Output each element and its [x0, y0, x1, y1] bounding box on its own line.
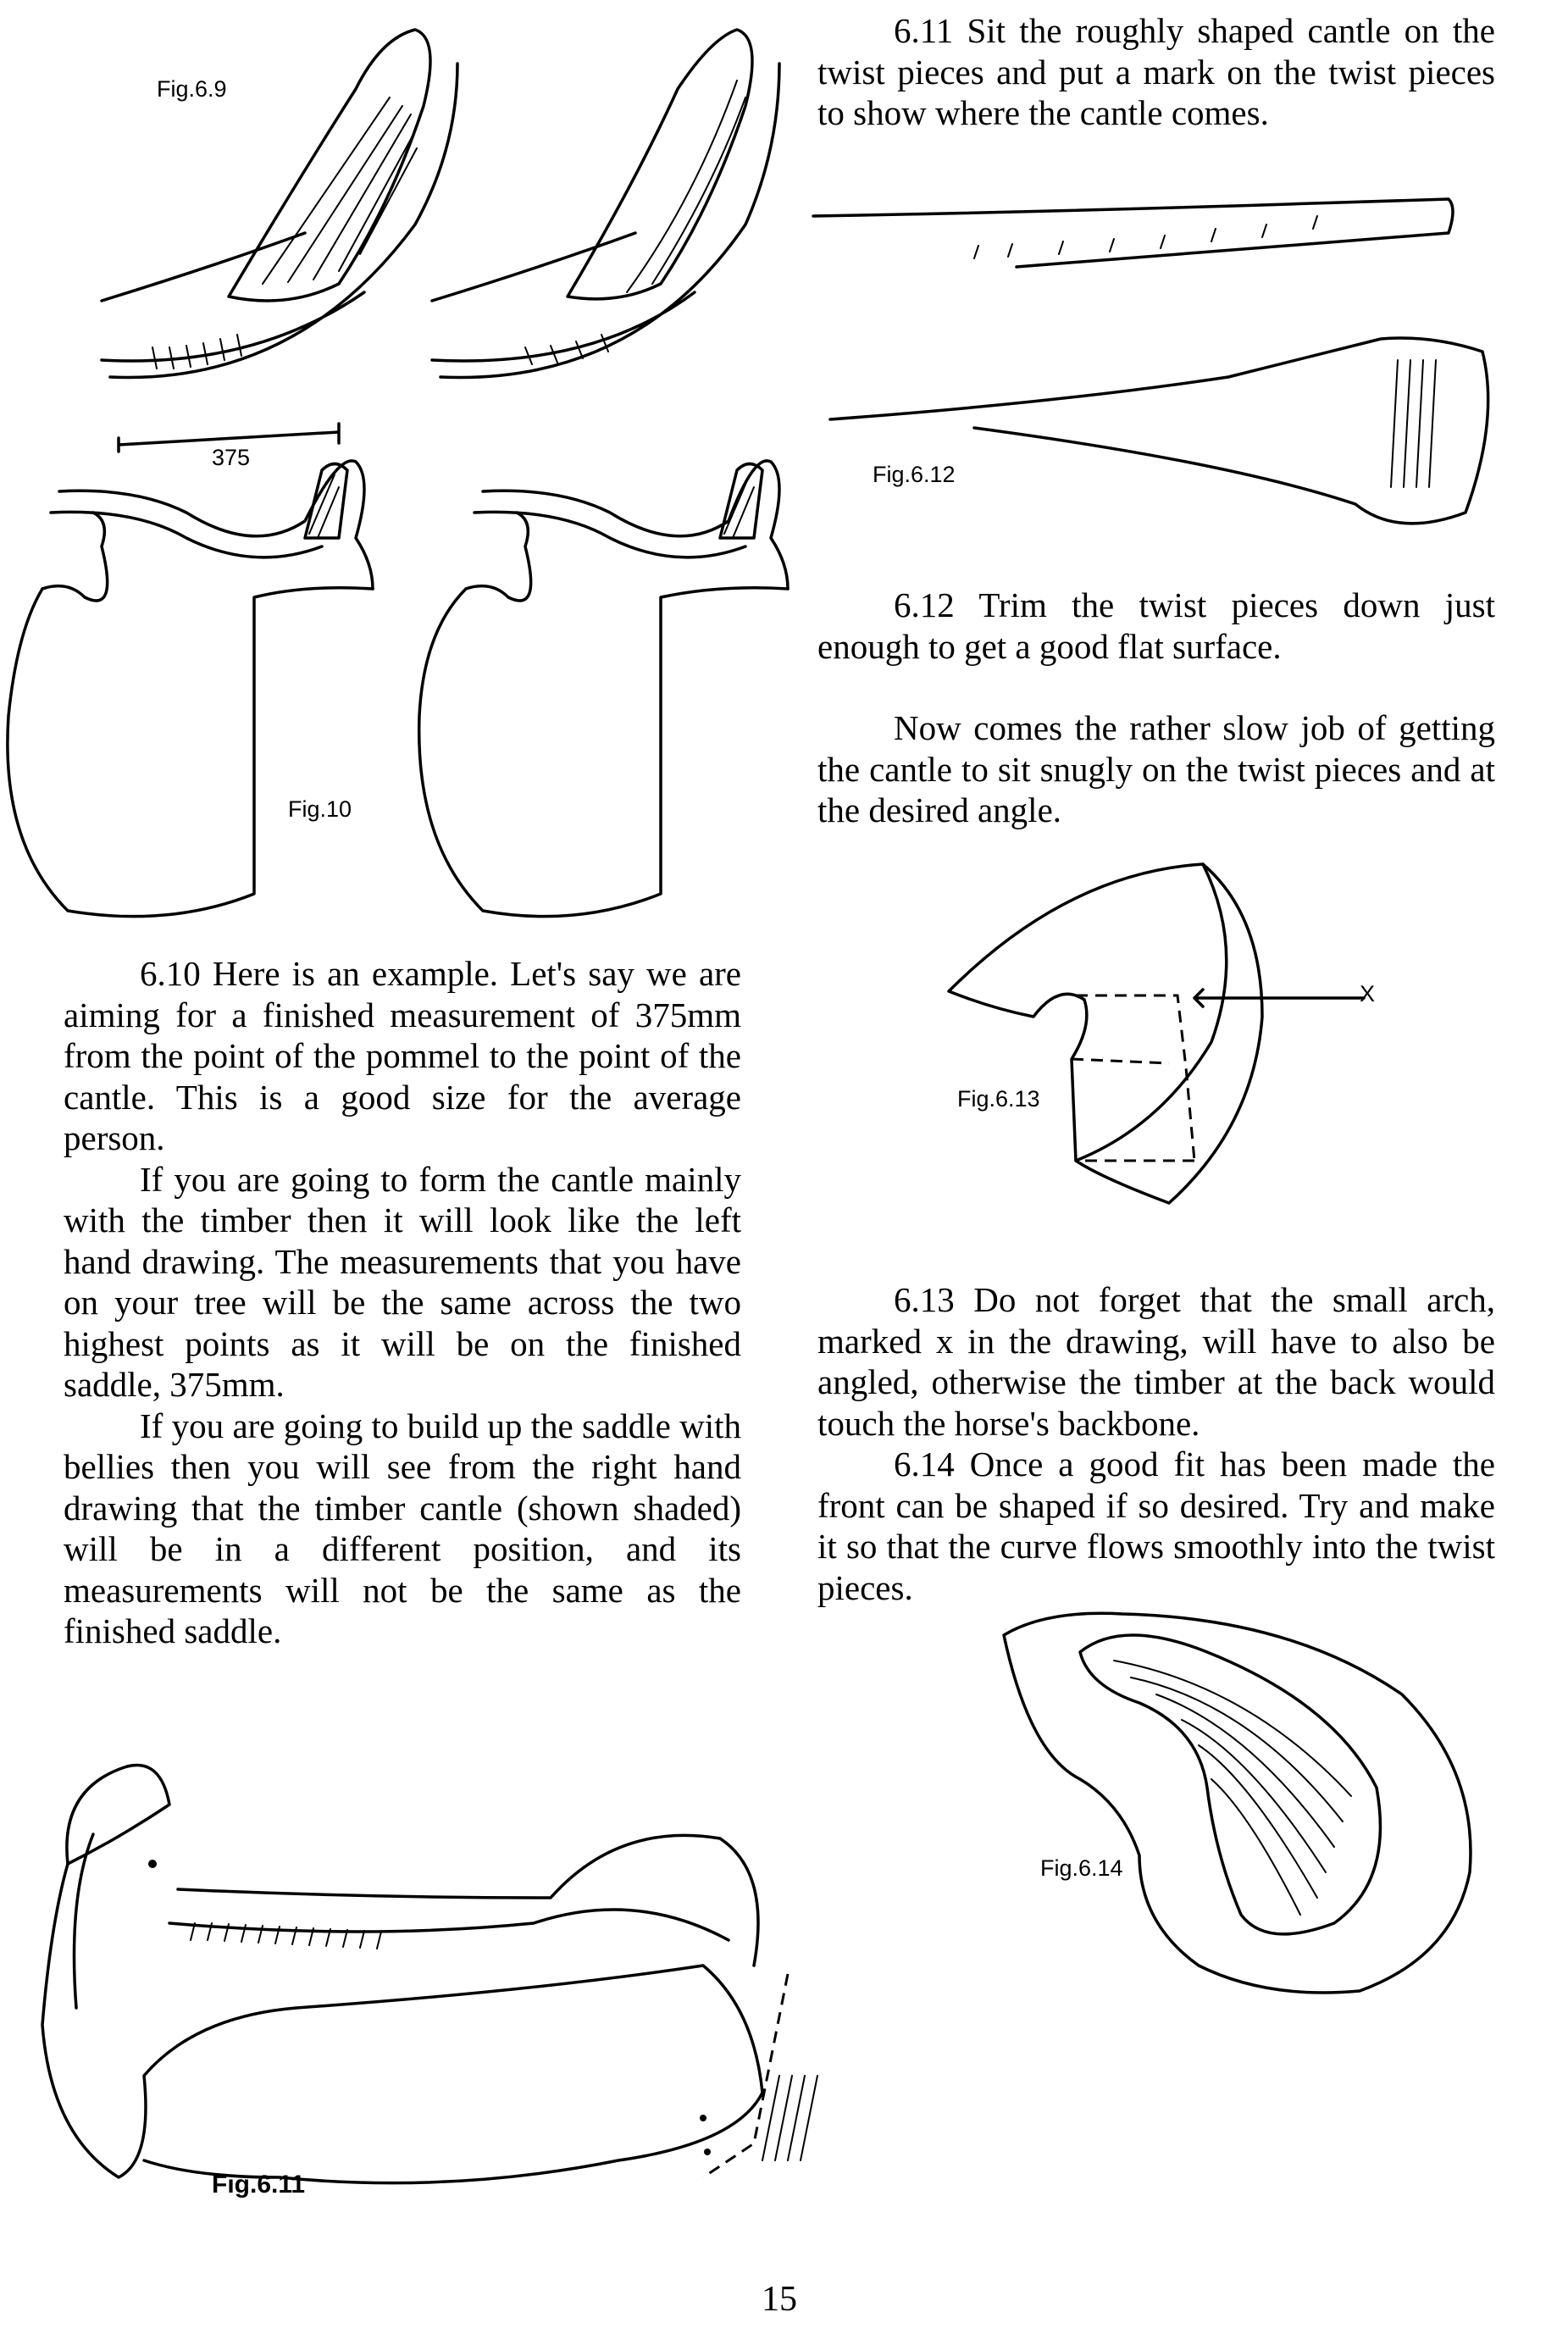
text-6-11: 6.11 Sit the roughly shaped cantle on the twist pieces and put a mark on the twist pieces to show where the cantle comes.: [817, 11, 1495, 132]
fig-6-13-illustration: [940, 847, 1415, 1228]
paragraph-6-11: [817, 10, 1495, 134]
text-now-comes: Now comes the rather slow job of getting the cantle to sit snugly on the twist pieces and at the desired angle.: [817, 708, 1495, 829]
fig-6-9-label: Fig.6.9: [157, 76, 227, 102]
fig-6-14-illustration: [995, 1601, 1504, 1999]
fig-6-11-label: Fig.6.11: [212, 2171, 306, 2199]
text-6-10: 6.10 Here is an example. Let's say we are aiming for a finished measurement of 375mm from the point of the pommel to the point of the cantle. This is a good size for the average person.: [64, 954, 741, 1157]
text-form-cantle: If you are going to form the cantle mainly with the timber then it will look like the left hand drawing. The measurements that you have on your tree will be the same across the two highest points as it will be on the finished saddle, 375mm.: [64, 1159, 741, 1404]
paragraph-6-12: [817, 585, 1495, 667]
fig-6-13-marker: X: [1360, 981, 1376, 1006]
text-6-14: 6.14 Once a good fit has been made the front can be shaped if so desired. Try and make it so that the curve flows smoothly into the twist pieces.: [817, 1444, 1495, 1607]
fig-10-label: Fig.10: [288, 796, 352, 822]
text-build-up: If you are going to build up the saddle with bellies then you will see from the right hand drawing that the timber cantle (shown shaded) will be in a different position, and its measurements will not be the same as the finished saddle.: [64, 1406, 741, 1650]
paragraph-now-comes: [817, 707, 1495, 831]
fig-6-11-illustration: [25, 1754, 915, 2237]
fig-6-12-label: Fig.6.12: [873, 462, 956, 487]
paragraph-6-10-block: [64, 953, 741, 1652]
fig-6-9-illustration: [85, 13, 788, 394]
fig-10-measurement: 375: [212, 445, 251, 470]
fig-10-illustration: [0, 419, 805, 936]
fig-6-13-label: Fig.6.13: [957, 1086, 1040, 1112]
fig-6-14-label: Fig.6.14: [1040, 1855, 1123, 1881]
fig-6-12-illustration: [805, 182, 1508, 546]
text-6-13: 6.13 Do not forget that the small arch, marked x in the drawing, will have to also be angled, otherwise the timber at the back would touch the horse's backbone.: [817, 1280, 1495, 1443]
paragraph-6-13-block: [817, 1279, 1495, 1608]
text-6-12: 6.12 Trim the twist pieces down just enough to get a good flat surface.: [817, 585, 1495, 666]
page-number: 15: [762, 2280, 797, 2319]
